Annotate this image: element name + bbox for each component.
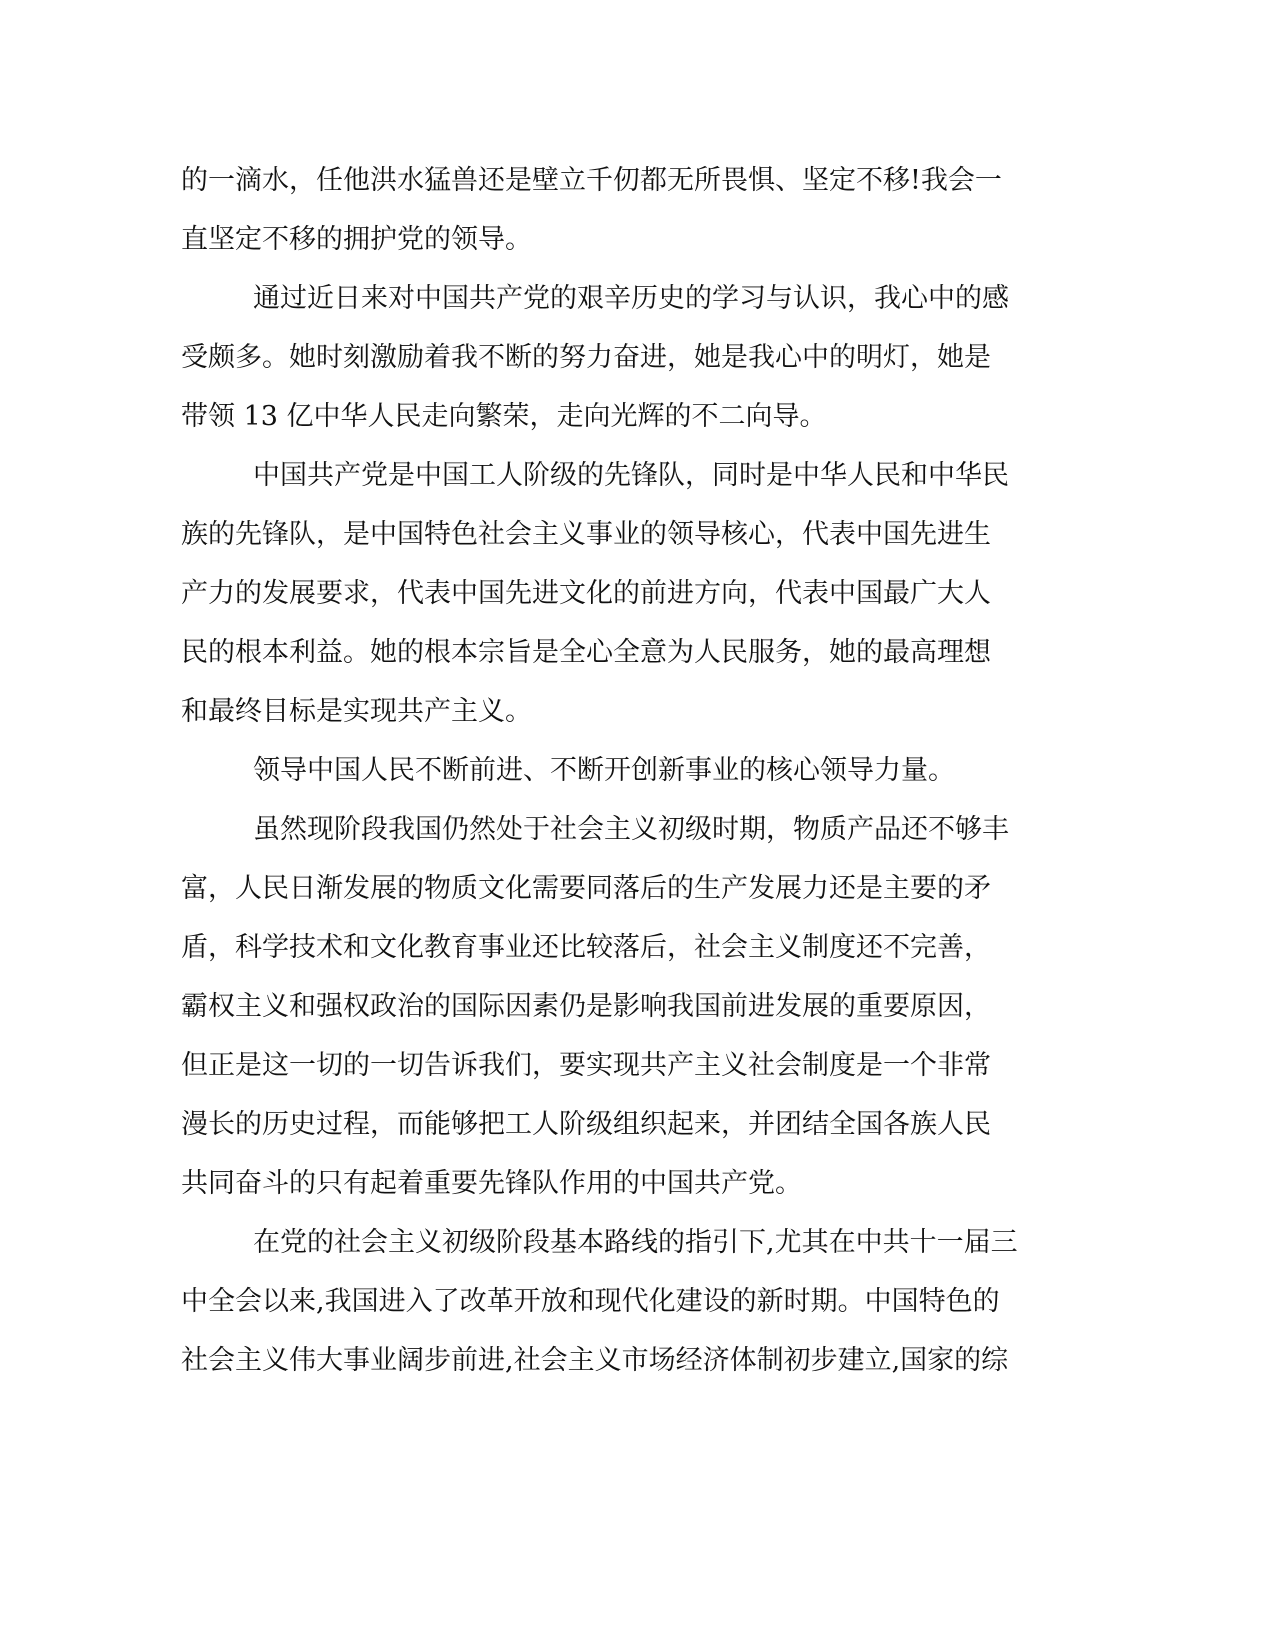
text-line: 受颇多。她时刻激励着我不断的努力奋进，她是我心中的明灯，她是	[181, 342, 991, 373]
text-line: 的一滴水，任他洪水猛兽还是壁立千仞都无所畏惧、坚定不移!我会一	[181, 165, 1002, 196]
text-line: 通过近日来对中国共产党的艰辛历史的学习与认识，我心中的感	[253, 283, 1009, 314]
text-line: 直坚定不移的拥护党的领导。	[181, 224, 532, 255]
text-line: 产力的发展要求，代表中国先进文化的前进方向，代表中国最广大人	[181, 578, 991, 609]
text-line: 中国共产党是中国工人阶级的先锋队，同时是中华人民和中华民	[253, 460, 1009, 491]
text-line: 漫长的历史过程，而能够把工人阶级组织起来，并团结全国各族人民	[181, 1109, 991, 1140]
text-line: 民的根本利益。她的根本宗旨是全心全意为人民服务，她的最高理想	[181, 637, 991, 668]
text-line: 中全会以来,我国进入了改革开放和现代化建设的新时期。中国特色的	[181, 1286, 1000, 1317]
text-line: 盾，科学技术和文化教育事业还比较落后，社会主义制度还不完善，	[181, 932, 991, 963]
text-line: 霸权主义和强权政治的国际因素仍是影响我国前进发展的重要原因，	[181, 991, 991, 1022]
text-line: 族的先锋队，是中国特色社会主义事业的领导核心，代表中国先进生	[181, 519, 991, 550]
text-line: 虽然现阶段我国仍然处于社会主义初级时期，物质产品还不够丰	[253, 814, 1009, 845]
text-line: 共同奋斗的只有起着重要先锋队作用的中国共产党。	[181, 1168, 802, 1199]
text-line: 带领 13 亿中华人民走向繁荣，走向光辉的不二向导。	[181, 401, 827, 432]
text-line: 社会主义伟大事业阔步前进,社会主义市场经济体制初步建立,国家的综	[181, 1345, 1009, 1376]
text-line: 富，人民日渐发展的物质文化需要同落后的生产发展力还是主要的矛	[181, 873, 991, 904]
text-line: 和最终目标是实现共产主义。	[181, 696, 532, 727]
text-line: 在党的社会主义初级阶段基本路线的指引下,尤其在中共十一届三	[253, 1227, 1018, 1258]
text-line: 但正是这一切的一切告诉我们，要实现共产主义社会制度是一个非常	[181, 1050, 991, 1081]
text-line: 领导中国人民不断前进、不断开创新事业的核心领导力量。	[253, 755, 955, 786]
